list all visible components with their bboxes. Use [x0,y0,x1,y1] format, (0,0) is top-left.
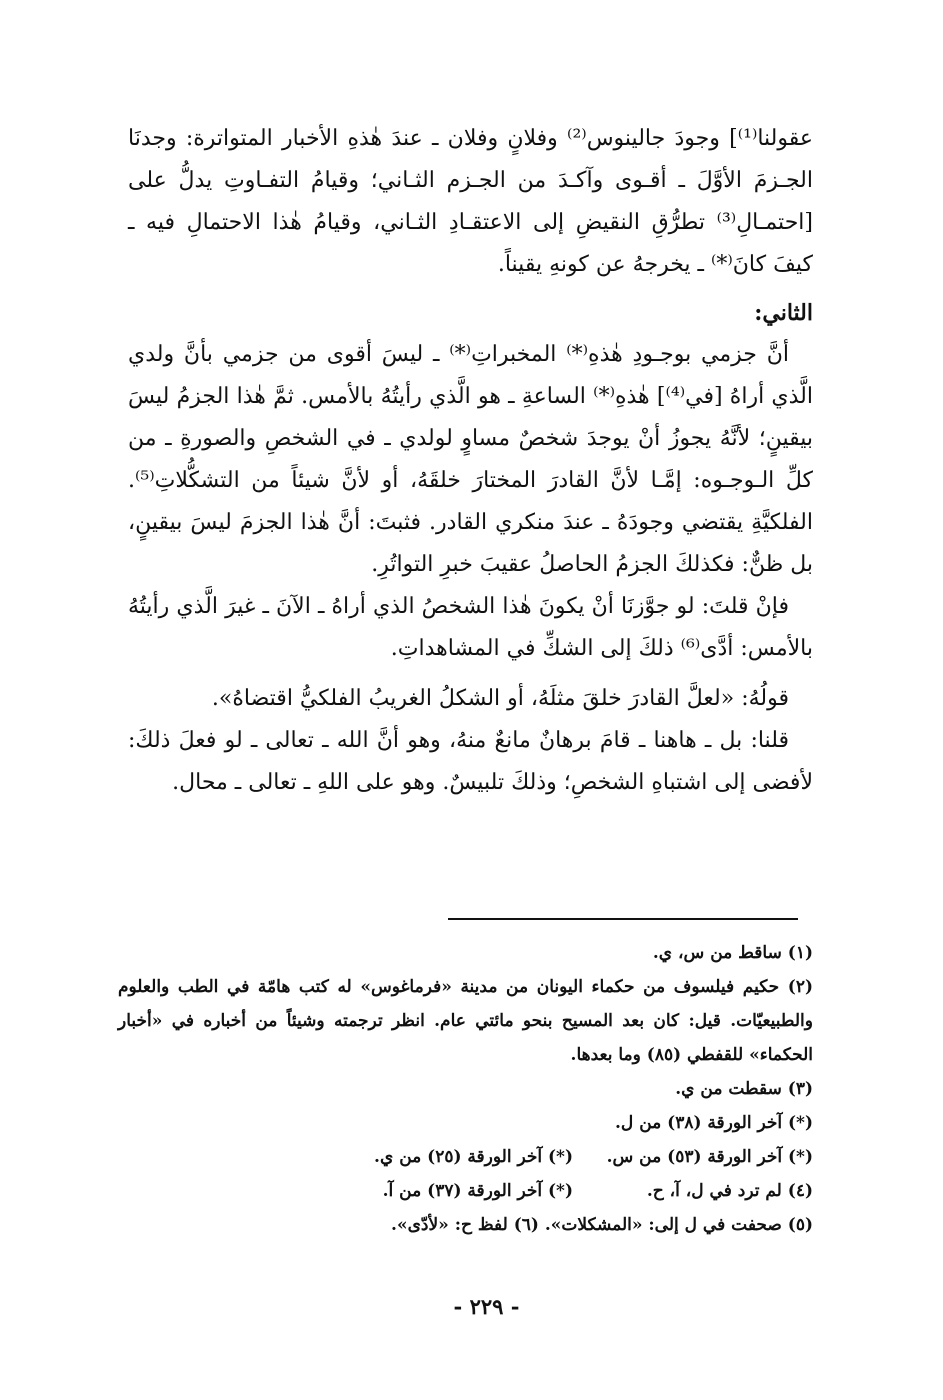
paragraph-2: أنَّ جزمي بوجـودِ هٰذهِ⁽*⁾ المخبراتِ⁽*⁾ ـ ليسَ أقوى من جزمي بأنَّ ولدي الَّذي أراهُ [في⁽⁴⁾] هٰذهِ⁽*⁾ الساعةِ ـ هو الَّذي رأيتُهُ بالأمس. ثمَّ هٰذا الجزمُ ليسَ بيقينٍ؛ لأنَّهُ يجوزُ أنْ يوجدَ شخصٌ مساوٍ لولدي ـ في الشخصِ والصورةِ ـ من كلِّ الـوجـوه: إمَّـا لأنَّ القادرَ المختارَ خلقَهُ، أو لأنَّ شيئاً من التشكُّلاتِ⁽⁵⁾. الفلكيَّةِ يقتضي وجودَهُ ـ عندَ منكري القادر. فثبتَ: أنَّ هٰذا الجزمَ ليسَ بيقينٍ، بل ظنٌّ: فكذلكَ الجزمُ الحاصلُ عقيبَ خبرِ التواتُرِ. [128,342,814,577]
paragraph-3: فإنْ قلتَ: لو جوَّزنَا أنْ يكونَ هٰذا الشخصُ الذي أراهُ ـ الآنَ ـ غيرَ الَّذي رأيتُهُ بالأمس: أدَّى⁽⁶⁾ ذلكَ إلى الشكِّ في المشاهداتِ. [128,594,813,661]
section-heading: الثاني: [754,300,813,326]
footnote-star-1: (*) آخر الورقة (٣٨) من ل. [615,1113,813,1133]
footnote-star-2: (*) آخر الورقة (٥٣) من س. [606,1147,813,1167]
footnote-row-4 [118,1174,813,1208]
footnote-1: (١) ساقط من س، ي. [652,943,813,963]
footnote-2: (٢) حكيم فيلسوف من حكماء اليونان من مدينة «فرماغوس» له كتب هامّة في الطب والعلوم والطبيعيّات. قيل: كان بعد المسيح بنحو مائتي عام. انظر ترجمته وشيئاً من أخباره في «أخبار الحكماء» للقفطي (٨٥) وما بعدها. [118,977,813,1065]
footnote-star-3: (*) آخر الورقة (٢٥) من ي. [374,1147,573,1167]
footnote-star-4: (*) آخر الورقة (٣٧) من آ. [382,1181,573,1201]
paragraph-1: عقولنا⁽¹⁾] وجودَ جالينوس⁽²⁾ وفلانٍ وفلان ـ عندَ هٰذهِ الأخبار المتواترة: وجدنَا الجـزمَ الأوَّلَ ـ أقـوى وآكـدَ من الجـزم الثـاني؛ وقيامُ التفـاوتِ يدلُّ على [احتمـالِ⁽³⁾ تطرُّقِ النقيضِ إلى الاعتقـادِ الثـاني، وقيامُ هٰذا الاحتمالِ فيه ـ كيفَ كانَ⁽*⁾ ـ يخرجهُ عن كونهِ يقيناً. [128,126,814,277]
footnote-5-6: (٥) صحفت في ل إلى: «المشكلات». (٦) لفظ ح: «لأدّى». [391,1215,813,1235]
paragraph-5: قلنا: بل ـ هاهنا ـ قامَ برهانٌ مانعٌ منهُ، وهو أنَّ الله ـ تعالى ـ لو فعلَ ذلكَ: لأفضى إلى اشتباهِ الشخصِ؛ وذلكَ تلبيسٌ. وهو على اللهِ ـ تعالى ـ محال. [128,728,813,795]
footnotes [118,936,813,1242]
footnote-3: (٣) سقطت من ي. [675,1079,813,1099]
paragraph-4: قولُهُ: «لعلَّ القادرَ خلقَ مثلَهُ، أو الشكلُ الغريبُ الفلكيُّ اقتضاهُ». [211,686,789,711]
footnote-4: (٤) لم ترد في ل، آ، ح. [646,1181,813,1201]
footnote-separator [448,918,798,920]
page-number: - ٢٢٩ - [453,1294,520,1319]
main-text [128,118,813,804]
footnote-row-star [118,1140,813,1174]
